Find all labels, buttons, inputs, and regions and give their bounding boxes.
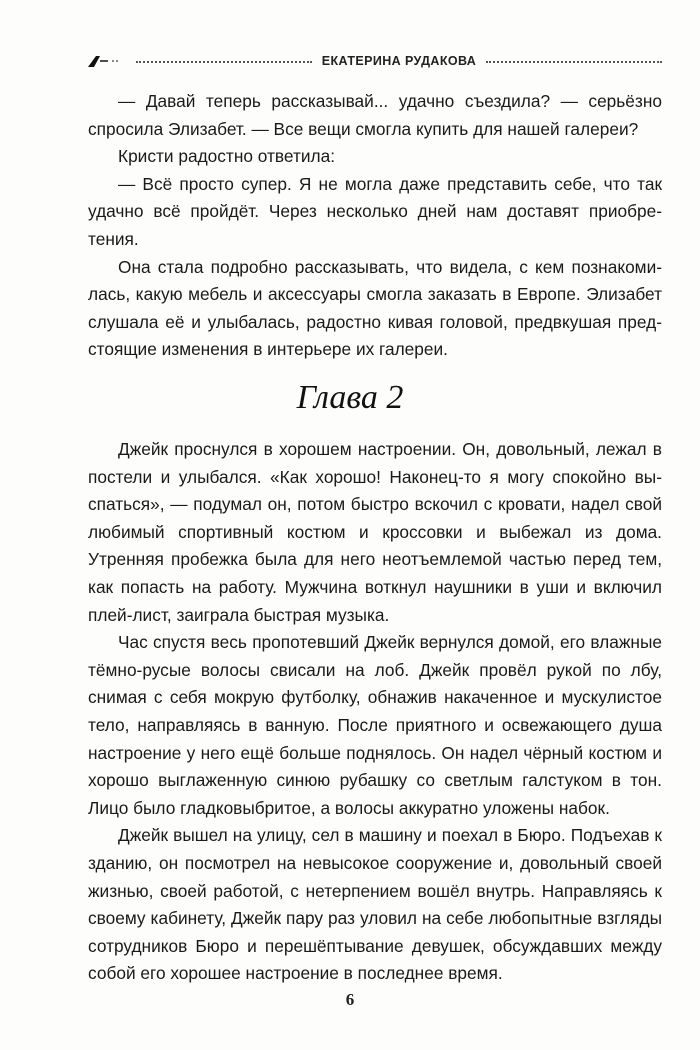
text-block-bottom [88,436,662,988]
header-author-name: ЕКАТЕРИНА РУДАКОВА [321,54,477,68]
paragraph: Джейк проснулся в хорошем настроении. Он, довольный, лежал в постели и улыбался. «Как хорошо! Наконец-то я могу спокойно выспаться», — подумал он, потом быстро вскочил с кровати, надел свой любимый спортивный костюм и кроссовки и выбежал из дома. Утренняя пробежка была для него неотъемлемой частью перед тем, как попасть на работу. Мужчина воткнул наушники в уши и включил плей-лист, заиграла быстрая музыка. [88,439,662,625]
header-dotted-rule-left [136,61,312,63]
running-header [86,50,662,72]
text-block-top [88,88,662,364]
paragraph: Джейк вышел на улицу, сел в машину и поехал в Бюро. Подъехав к зданию, он посмотрел на невысокое сооружение и, довольный своей жизнью, своей работой, с нетерпением вошёл внутрь. Направляясь к своему кабинету, Джейк пару раз уловил на себе любопытные взгляды сотрудников Бюро и перешёптывание девушек, обсуждавших между собой его хорошее настроение в последнее время. [88,825,662,984]
paragraph: Кристи радостно ответила: [118,146,336,167]
paragraph: Она стала подробно рассказывать, что видела, с кем познакомилась, какую мебель и аксессуары смогла заказать в Европе. Элизабет слушала её и улыбалась, радостно кивая головой, предвкушая предстоящие изменения в интерьере их галереи. [88,256,662,360]
book-corner-ornament-icon [86,54,130,68]
paragraph: — Всё просто супер. Я не могла даже представить себе, что так удачно всё пройдёт. Через несколько дней нам доставят приобретения. [88,173,662,249]
header-dotted-rule-right [486,61,662,63]
page-number: 6 [345,990,355,1009]
paragraph: Час спустя весь пропотевший Джейк вернулся домой, его влажные тёмно-русые волосы свисали на лоб. Джейк провёл рукой по лбу, снимая с себя мокрую футболку, обнажив накаченное и мускулистое тело, направляясь в ванную. После приятного и освежающего душа настроение у него ещё больше поднялось. Он надел чёрный костюм и хорошо выглаженную синюю рубашку со светлым галстуком в тон. Лицо было гладковыбритое, а волосы аккуратно уложены набок. [88,632,662,818]
paragraph: — Давай теперь рассказывай... удачно съездила? — серьёзно спросила Элизабет. — Все вещи смогла купить для нашей галереи? [88,91,662,139]
chapter-heading: Глава 2 [296,379,404,416]
